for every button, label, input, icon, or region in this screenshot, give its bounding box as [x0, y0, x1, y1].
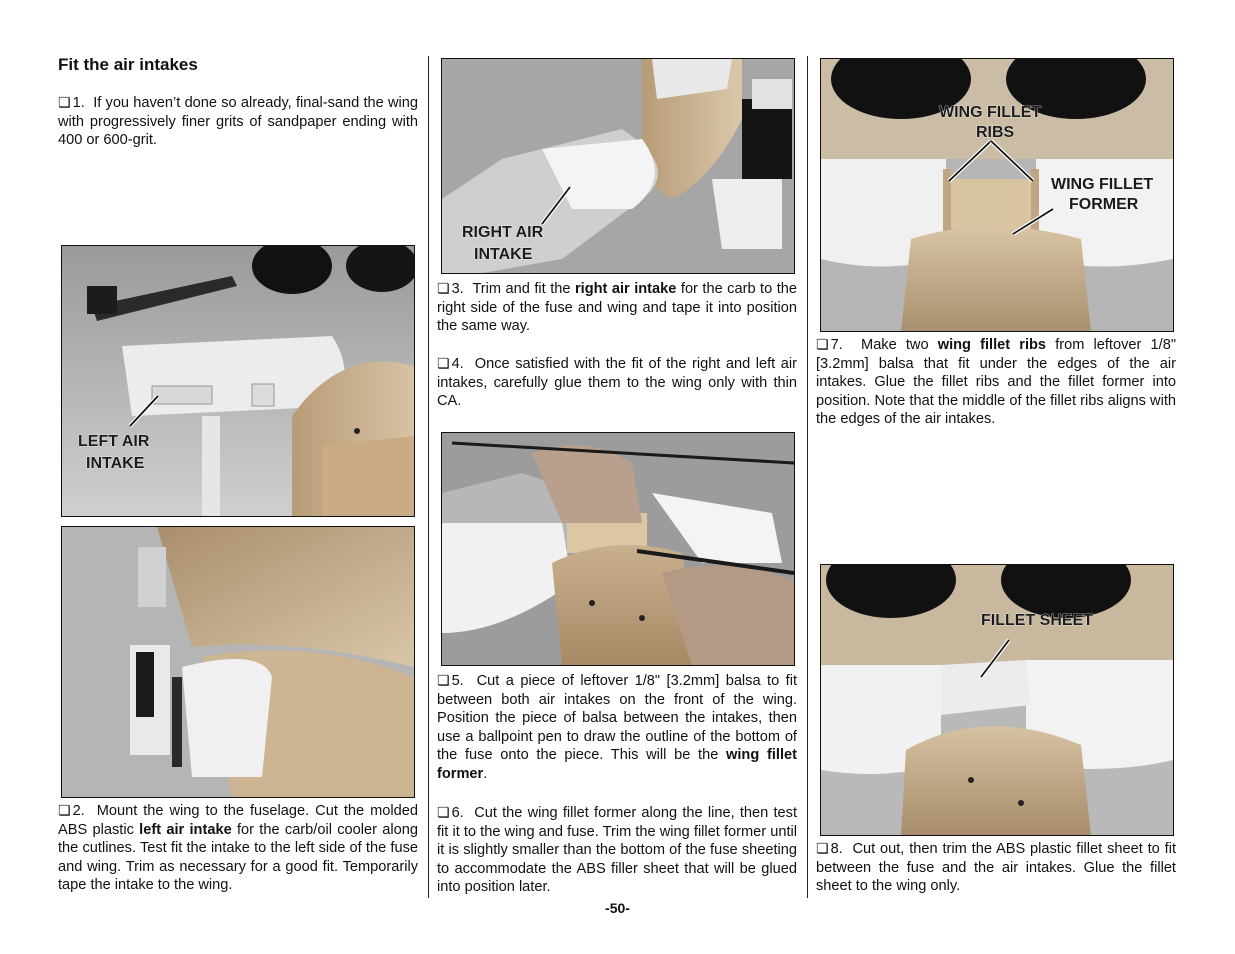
section-heading: Fit the air intakes: [58, 55, 198, 74]
step-8: [816, 839, 1176, 896]
step-7: [816, 335, 1176, 429]
fillet-ribs-label-line1: WING FILLET: [939, 104, 1042, 121]
step-6: [437, 803, 797, 897]
step-7-text-b: from leftover 1/8" [3.2mm] balsa that fit under the edges of the air intakes. Glue the fillet ribs and the fillet former into position. Note that the middle of the fillet ribs aligns with the edges of the air intakes.: [816, 337, 1176, 428]
step-8-number: 8.: [830, 841, 843, 857]
checkbox-icon: ❏: [437, 672, 450, 688]
left-intake-illustration: [62, 246, 414, 516]
step-7-bold: wing fillet ribs: [937, 337, 1047, 353]
step-2-bold: left air intake: [139, 821, 232, 838]
photo-fillet-sheet: [820, 564, 1174, 836]
column-divider-2: [807, 56, 808, 898]
step-3-text-a: Trim and fit the: [472, 281, 571, 297]
step-3-text-b: for the carb to the right side of the fuse and wing and tape it into position the same way.: [437, 281, 797, 335]
step-6-text: Cut the wing fillet former along the line, then test fit it to the wing and fuse. Trim the wing fillet former until it is slightly smaller than the bottom of the fuse sheeting to accommodate the ABS filler sheet that will be glued into position later.: [437, 805, 798, 896]
column-divider-1: [428, 56, 429, 898]
step-2-text-b: for the carb/oil cooler along the cutlines. Test fit the intake to the left side of the fuse and wing. Trim as necessary for a good fit. Temporarily tape the intake to the wing.: [58, 821, 418, 894]
checkbox-icon: ❏: [58, 94, 71, 110]
fillet-former-label-line2: FORMER: [1069, 196, 1139, 213]
fillet-sheet-illustration: [821, 565, 1173, 835]
photo-wing-fillet-ribs: [820, 58, 1174, 332]
fillet-former-label-line1: WING FILLET: [1051, 176, 1154, 193]
step-5-bold: wing fillet former: [437, 747, 797, 782]
photo-mount-wing: [61, 526, 415, 798]
right-air-label-line2: INTAKE: [474, 246, 533, 263]
step-2-text-a: Mount the wing to the fuselage. Cut the molded ABS plastic: [58, 803, 418, 838]
step-5: [437, 671, 797, 784]
fillet-ribs-illustration: [821, 59, 1173, 331]
photo-fillet-former-marking: [441, 432, 795, 666]
photo-left-air-intake: [61, 245, 415, 517]
step-2-number: 2.: [72, 803, 85, 819]
step-4: [437, 354, 797, 411]
step-7-number: 7.: [830, 337, 843, 353]
step-8-text: Cut out, then trim the ABS plastic fillet sheet to fit between the fuse and the air intakes. Glue the fillet sheet to the wing only.: [816, 841, 1177, 895]
step-7-text-a: Make two: [861, 337, 929, 353]
step-5-text-b: .: [483, 765, 488, 782]
checkbox-icon: ❏: [437, 280, 450, 296]
photo-right-air-intake: [441, 58, 795, 274]
fillet-sheet-label: FILLET SHEET: [981, 612, 1093, 629]
fillet-ribs-label-line2: RIBS: [976, 124, 1015, 141]
step-3: [437, 279, 797, 336]
step-6-number: 6.: [451, 805, 464, 821]
page-number: -50-: [605, 900, 630, 916]
right-air-label-line1: RIGHT AIR: [462, 224, 544, 241]
mount-wing-illustration: [62, 527, 414, 797]
step-5-text-a: Cut a piece of leftover 1/8" [3.2mm] balsa to fit between both air intakes on the front of the wing. Position the piece of balsa between the intakes, then use a ballpoint pen to draw the outline of the bottom of the fuse onto the piece. This will be the: [437, 673, 798, 764]
step-3-number: 3.: [451, 281, 464, 297]
step-3-bold: right air intake: [574, 281, 677, 297]
step-4-number: 4.: [451, 356, 464, 372]
step-1: [58, 93, 418, 150]
step-1-number: 1.: [72, 95, 85, 111]
checkbox-icon: ❏: [437, 355, 450, 371]
step-4-text: Once satisfied with the fit of the right and left air intakes, carefully glue them to the wing only with thin CA.: [437, 356, 797, 410]
step-1-text: If you haven’t done so already, final-sand the wing with progressively finer grits of sandpaper ending with 400 or 600-grit.: [58, 95, 418, 149]
checkbox-icon: ❏: [816, 336, 829, 352]
left-air-label-line2: INTAKE: [86, 455, 145, 472]
checkbox-icon: ❏: [816, 840, 829, 856]
checkbox-icon: ❏: [58, 802, 71, 818]
step-2: [58, 801, 418, 895]
right-intake-illustration: [442, 59, 794, 273]
checkbox-icon: ❏: [437, 804, 450, 820]
left-air-label-line1: LEFT AIR: [78, 433, 150, 450]
step-5-number: 5.: [451, 673, 464, 689]
fillet-former-illustration: [442, 433, 794, 665]
